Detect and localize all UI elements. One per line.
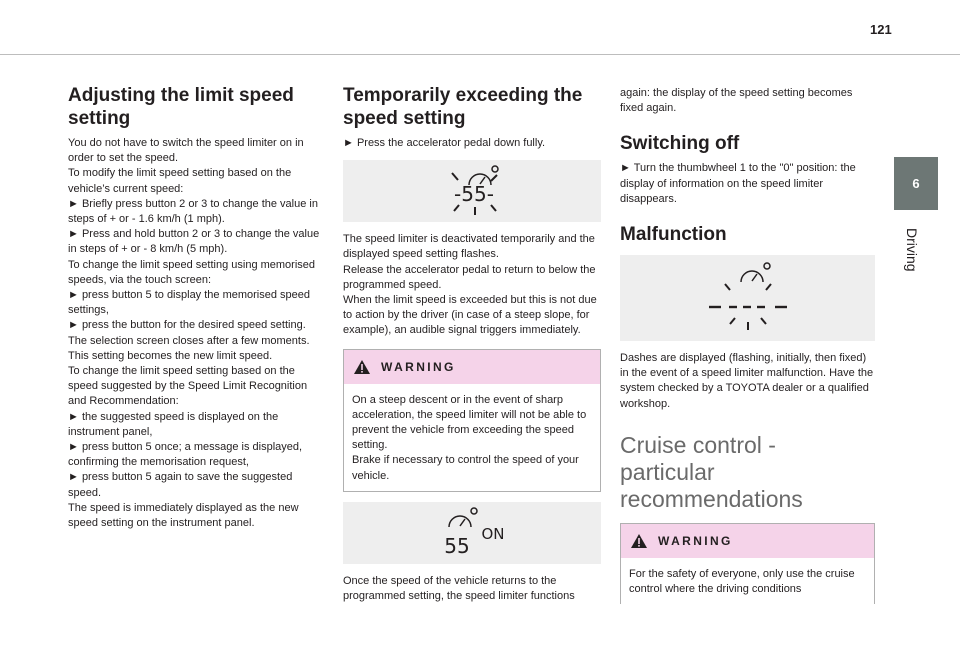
section-title-malfunction: Malfunction: [620, 224, 727, 246]
warning-text: Brake if necessary to control the speed of your vehicle.: [352, 454, 579, 482]
paragraph: To modify the limit speed setting based on the vehicle’s current speed:: [68, 167, 292, 195]
section-title-adjusting: Adjusting the limit speed setting: [68, 85, 294, 129]
speedometer-dashes-icon: [703, 258, 793, 338]
continuation-text: again: the display of the speed setting becomes fixed again.: [620, 87, 853, 115]
warning-text: For the safety of everyone, only use the cruise control where the driving conditions: [629, 567, 855, 596]
paragraph: ► press the button for the desired speed setting.: [68, 319, 306, 332]
paragraph: ► press button 5 to display the memorised speed settings,: [68, 289, 311, 317]
paragraph: To change the limit speed setting based on the speed suggested by the Speed Limit Recognition and Recommendation:: [68, 365, 308, 408]
speedometer-on-icon: [427, 505, 517, 561]
malfunction-illustration: [620, 255, 875, 341]
switch-text: ► Turn the thumbwheel 1 to the "0" position: the display of information on the speed limiter disappears.: [620, 162, 856, 205]
column-2: [343, 84, 601, 604]
paragraph: Release the accelerator pedal to return to below the programmed speed.: [343, 263, 596, 291]
warning-triangle-icon: [353, 359, 371, 375]
chapter-tab[interactable]: 6: [894, 157, 938, 210]
paragraph: This setting becomes the new limit speed.: [68, 349, 273, 362]
header-rule: [0, 54, 960, 55]
speed-flash-text: -55-: [454, 182, 494, 207]
paragraph: When the limit speed is exceeded but this is not due to action by the driver (in case of a steep slope, for example), an audible signal triggers immediately.: [343, 294, 597, 337]
speed-flash-illustration: [343, 160, 601, 222]
paragraph: The selection screen closes after a few moments.: [68, 334, 310, 347]
warning-box: [343, 349, 601, 492]
speed-on-value: 55: [444, 533, 470, 558]
chapter-title: Driving: [904, 228, 920, 272]
closing-text: Once the speed of the vehicle returns to the programmed setting, the speed limiter functions: [343, 574, 575, 603]
warning-header: [621, 524, 874, 558]
warning-box: [620, 523, 875, 604]
section-title-exceeding: Temporarily exceeding the speed setting: [343, 85, 583, 129]
warning-label: WARNING: [381, 359, 456, 374]
exceeding-body: [343, 232, 601, 338]
paragraph: ► the suggested speed is displayed on the instrument panel,: [68, 410, 279, 438]
section-title-cruise-control: Cruise control - particular recommendations: [620, 431, 803, 512]
column-1: [68, 84, 326, 531]
section-title-switching-off: Switching off: [620, 133, 740, 155]
paragraph: To change the limit speed setting using memorised speeds, via the touch screen:: [68, 258, 316, 286]
paragraph: The speed limiter is deactivated temporarily and the displayed speed setting flashes.: [343, 233, 595, 261]
malfunction-text: Dashes are displayed (flashing, initially, then fixed) in the event of a speed limiter malfunction. Have the system checked by a TOYOTA dealer or a qualified workshop.: [620, 352, 874, 410]
paragraph: ► Briefly press button 2 or 3 to change the value in steps of + or - 1.6 km/h (1 mph).: [68, 197, 318, 226]
speed-on-illustration: [343, 502, 601, 564]
step-text: ► Press the accelerator pedal down fully.: [343, 137, 546, 149]
paragraph: You do not have to switch the speed limiter on in order to set the speed.: [68, 137, 304, 165]
page-number: 121: [870, 22, 892, 37]
warning-text: On a steep descent or in the event of sharp acceleration, the speed limiter will not be able to prevent the vehicle from exceeding the speed setting.: [352, 393, 587, 452]
adjusting-body: [68, 136, 326, 531]
paragraph: ► press button 5 again to save the suggested speed.: [68, 471, 293, 499]
paragraph: The speed is immediately displayed as the new speed setting on the instrument panel.: [68, 501, 299, 530]
warning-label: WARNING: [658, 533, 733, 548]
speedometer-flash-icon: [427, 163, 517, 219]
column-3: [620, 86, 875, 614]
paragraph: ► press button 5 once; a message is displayed, confirming the memorisation request,: [68, 441, 303, 469]
warning-triangle-icon: [630, 533, 648, 549]
warning-body: [344, 384, 600, 491]
speed-on-label: ON: [481, 524, 505, 543]
warning-body: [621, 558, 874, 604]
paragraph: ► Press and hold button 2 or 3 to change the value in steps of + or - 8 km/h (5 mph).: [68, 228, 320, 256]
warning-header: [344, 350, 600, 384]
